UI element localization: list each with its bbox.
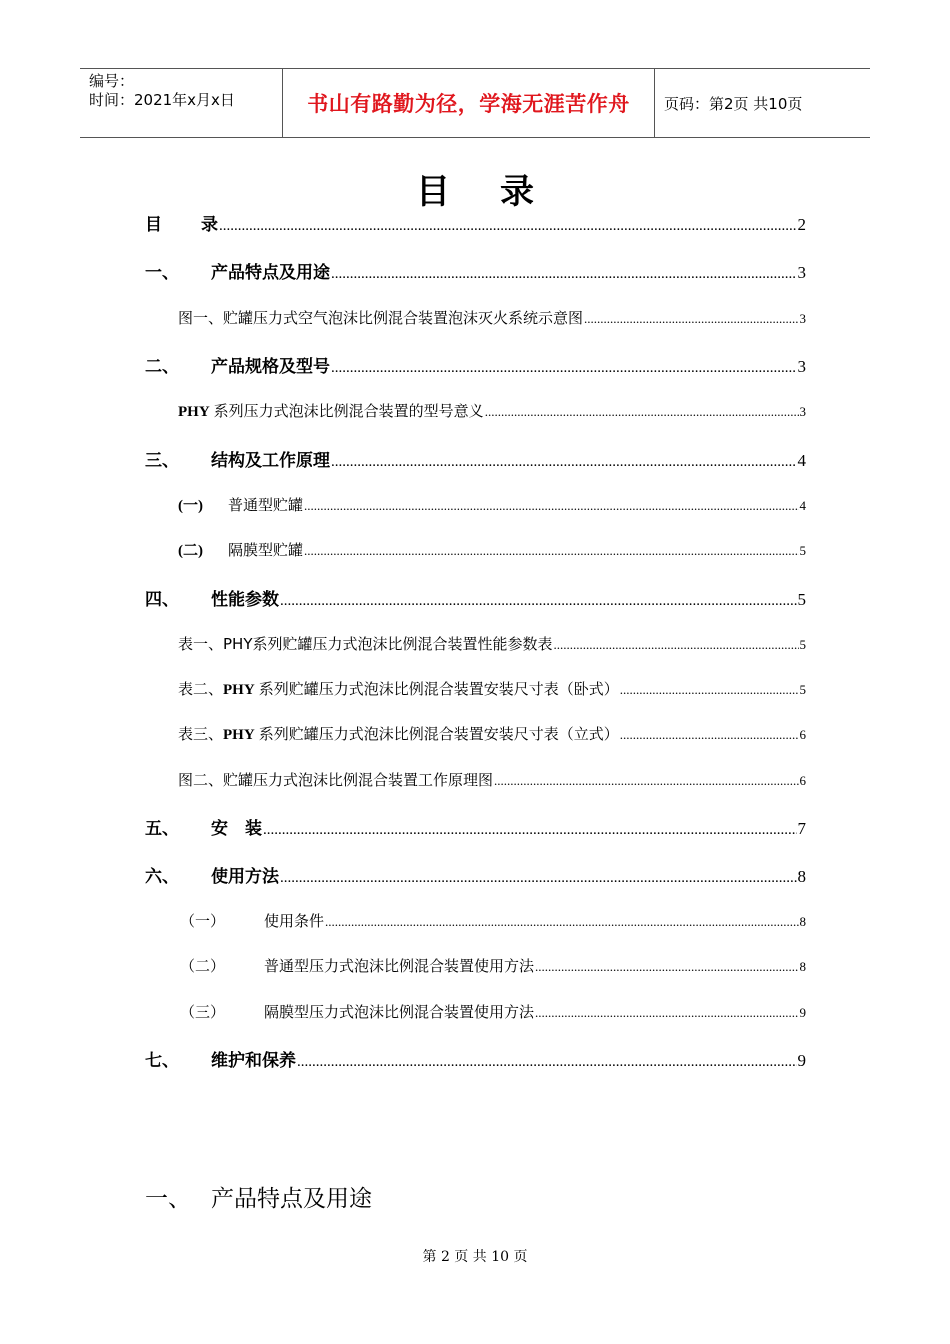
- toc-prefix: PHY: [223, 682, 255, 698]
- toc-page: 6: [799, 727, 806, 742]
- toc-label: 产品特点及用途: [211, 263, 330, 283]
- toc-label: 系列压力式泡沫比例混合装置的型号意义: [213, 402, 484, 420]
- toc-entry[interactable]: [145, 814, 806, 839]
- toc-number: 一、: [145, 263, 179, 283]
- toc-label: 图二、贮罐压力式泡沫比例混合装置工作原理图: [178, 771, 494, 789]
- toc-leader: [219, 218, 797, 235]
- toc-prefix: PHY: [223, 727, 255, 743]
- toc-page: 5: [799, 543, 806, 558]
- toc-entry[interactable]: [180, 1001, 806, 1022]
- toc-leader: [331, 360, 797, 377]
- toc-entry[interactable]: [145, 352, 806, 377]
- toc-leader: [620, 727, 799, 743]
- toc-page: 2: [797, 215, 806, 234]
- toc-leader: [280, 593, 797, 610]
- toc-prefix: PHY: [178, 404, 210, 420]
- toc-label: 产品规格及型号: [211, 357, 330, 377]
- toc-entry[interactable]: [145, 1046, 806, 1071]
- toc-leader: [620, 682, 799, 698]
- toc-entry[interactable]: [178, 678, 806, 699]
- toc-page: 8: [799, 914, 806, 929]
- toc-number: 三、: [145, 451, 179, 471]
- toc-leader: [494, 773, 798, 789]
- toc-number: 二、: [145, 357, 179, 377]
- toc-leader: [297, 1054, 797, 1071]
- toc-label: 隔膜型贮罐: [228, 541, 304, 559]
- toc-leader: [263, 822, 797, 839]
- toc-page: 3: [797, 263, 806, 282]
- toc-leader: [304, 498, 798, 514]
- title-text: 目录: [416, 172, 584, 212]
- toc-label: 隔膜型压力式泡沫比例混合装置使用方法: [264, 1003, 535, 1021]
- toc-leader: [485, 404, 799, 420]
- toc-label: 系列贮罐压力式泡沫比例混合装置安装尺寸表（立式）: [258, 725, 619, 743]
- toc-entry[interactable]: [178, 723, 806, 744]
- section-title: 产品特点及用途: [211, 1186, 372, 1212]
- toc-entry[interactable]: [180, 910, 806, 931]
- toc-page: 3: [799, 311, 806, 326]
- toc-leader: [331, 266, 797, 283]
- toc-label: 使用方法: [211, 867, 279, 887]
- header-table: [80, 68, 870, 138]
- header-motto: 书山有路勤为径，学海无涯苦作舟: [282, 69, 655, 137]
- toc-page: 5: [797, 590, 806, 609]
- toc-page: 9: [797, 1051, 806, 1070]
- toc-number: 四、: [145, 590, 179, 610]
- toc-entry[interactable]: [178, 769, 806, 790]
- toc-page: 4: [797, 451, 806, 470]
- toc-page: 5: [799, 682, 806, 697]
- toc-label: 性能参数: [211, 590, 279, 610]
- section-heading: [145, 1180, 372, 1213]
- toc-entry[interactable]: [145, 446, 806, 471]
- toc-leader: [325, 914, 798, 930]
- toc-page: 8: [799, 959, 806, 974]
- toc-label: 安 装: [211, 819, 262, 839]
- toc-entry[interactable]: [145, 210, 806, 235]
- toc-entry[interactable]: [178, 494, 806, 515]
- toc-leader: [554, 637, 799, 653]
- toc-label: 结构及工作原理: [211, 451, 330, 471]
- toc-leader: [584, 311, 798, 327]
- number-label: 编号：: [89, 72, 135, 90]
- document-title: [0, 164, 950, 213]
- toc-label: 系列贮罐压力式泡沫比例混合装置安装尺寸表（卧式）: [258, 680, 619, 698]
- toc-leader: [331, 454, 797, 471]
- toc-entry[interactable]: [180, 955, 806, 976]
- toc-page: 6: [799, 773, 806, 788]
- toc-number: 目: [145, 215, 162, 235]
- toc-page: 7: [797, 819, 806, 838]
- header-page-info: 页码：第2页 共10页: [664, 94, 803, 113]
- toc-leader: [304, 543, 798, 559]
- toc-label: 使用条件: [264, 912, 325, 930]
- toc-leader: [280, 870, 797, 887]
- toc-entry[interactable]: [145, 585, 806, 610]
- toc-entry[interactable]: [178, 539, 806, 560]
- toc-label: 普通型贮罐: [228, 496, 304, 514]
- toc-number: 七、: [145, 1051, 179, 1071]
- section-number: 一、: [145, 1186, 191, 1212]
- toc-entry[interactable]: [178, 400, 806, 421]
- toc-number: 五、: [145, 819, 179, 839]
- toc-number: （一）: [180, 912, 226, 930]
- toc-entry[interactable]: [178, 633, 806, 654]
- toc-page: 9: [799, 1005, 806, 1020]
- toc-label: 普通型压力式泡沫比例混合装置使用方法: [264, 957, 535, 975]
- toc-pre: 表二、: [178, 680, 224, 698]
- toc-leader: [535, 1005, 798, 1021]
- toc-entry[interactable]: [178, 307, 806, 328]
- toc-number: (一): [178, 498, 203, 514]
- toc-leader: [535, 959, 798, 975]
- toc-label: 图一、贮罐压力式空气泡沫比例混合装置泡沫灭火系统示意图: [178, 309, 584, 327]
- toc-number: (二): [178, 543, 203, 559]
- toc-label: 表一、PHY系列贮罐压力式泡沫比例混合装置性能参数表: [178, 635, 553, 653]
- toc-page: 4: [799, 498, 806, 513]
- toc-page: 3: [797, 357, 806, 376]
- toc-entry[interactable]: [145, 258, 806, 283]
- toc-label: 维护和保养: [211, 1051, 296, 1071]
- page-footer: 第 2 页 共 10 页: [422, 1249, 528, 1265]
- toc-label: 录: [201, 215, 218, 235]
- toc-number: 六、: [145, 867, 179, 887]
- toc-entry[interactable]: [145, 862, 806, 887]
- toc-number: （三）: [180, 1003, 226, 1021]
- time-label: 时间：2021年x月x日: [89, 91, 235, 109]
- toc-pre: 表三、: [178, 725, 224, 743]
- toc-page: 8: [797, 867, 806, 886]
- header-meta: [80, 69, 282, 137]
- toc-number: （二）: [180, 957, 226, 975]
- toc-page: 3: [799, 404, 806, 419]
- toc-page: 5: [799, 637, 806, 652]
